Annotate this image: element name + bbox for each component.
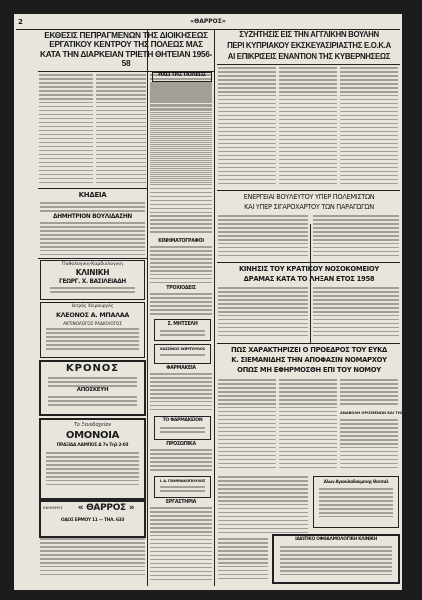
clinic-ad-line: Παθολογικη-Καρδιολογικη xyxy=(62,262,123,267)
column-rule-3 xyxy=(310,224,311,344)
column-rule-1 xyxy=(147,30,148,586)
rule xyxy=(217,343,400,344)
clinic-ad-text xyxy=(50,287,135,295)
doctor-ad-name: ΚΛΕΟΝΟΣ Α. ΜΠΑΛΑΑ xyxy=(55,311,130,319)
mid-text xyxy=(150,373,212,413)
mid-text xyxy=(150,449,212,473)
mid-prossoma: ΠΡΟΣΩΠΙΚΑ xyxy=(166,442,196,447)
article-text xyxy=(96,74,146,186)
omonia-ad-text xyxy=(46,452,139,494)
right-fourth-text xyxy=(279,379,337,471)
right-mid-headline-1: ΕΝΕΡΓΕΙΑΙ ΒΟΥΛΕΥΤΟΥ ΥΠΕΡ ΠΟΛΕΜΙΣΤΩΝ xyxy=(243,193,375,201)
mid-box-2-title: ΚΑΣΣΙΝΟΣ ΧΩΡΙΤΟΥΛΟΣ xyxy=(160,346,205,351)
mid-section-title: ΗΧΩ ΤΗΣ ΠΟΛΕΩΣ xyxy=(158,72,206,78)
mid-box-1-title: Σ. ΜΗΤΣΕΛΗ xyxy=(167,322,198,327)
mid-article-text xyxy=(150,84,212,238)
right-third-text xyxy=(218,287,308,339)
right-headline-1: ΣΥΖΗΤΗΣΙΣ ΕΙΣ ΤΗΝ ΑΓΓΛΙΚΗΝ ΒΟΥΛΗΝ xyxy=(239,30,379,39)
kronos-ad-sub: ΑΠΟΣΚΕΥΗ xyxy=(76,387,109,393)
right-ad-title: Αλων Αγιοκλαιδανμενης Θεσσαλ xyxy=(323,479,389,484)
right-fourth-text xyxy=(340,419,398,471)
rule xyxy=(217,190,400,191)
mid-box-3-title: ΤΟ ΦΑΡΜΑΚΕΙΟΝ xyxy=(162,418,203,423)
article-text xyxy=(39,74,93,186)
mid-trogiumenos: ΤΡΟΧΙΟΔΕΙΣ xyxy=(166,286,196,291)
omonia-ad-title: ΟΜΟΝΟΙΑ xyxy=(65,430,120,441)
mid-box-4-title: Ι. Δ. ΓΙΑΜΜΑΚΟΠΟΥΛΟΣ xyxy=(159,478,206,483)
omonia-ad-pre: Το Ξενοδοχείον xyxy=(73,423,112,428)
eye-clinic-title: ΙΔΙΩΤΙΚΟ ΟΦΘΑΛΜΟΛΟΓΙΚΗ ΚΛΙΝΙΚΗ xyxy=(295,537,377,542)
right-mid-text xyxy=(218,215,308,259)
clinic-ad-title: ΚΛΙΝΙΚΗ xyxy=(75,268,110,277)
kronos-ad-text xyxy=(48,377,137,387)
right-lower-text xyxy=(218,476,308,536)
right-fourth-headline-1: ΠΩΣ ΧΑΡΑΚΤΗΡΙΖΕΙ Ο ΠΡΟΕΔΡΟΣ ΤΟΥ ΕΥΚΔ xyxy=(230,346,388,354)
rule xyxy=(217,64,400,65)
right-fourth-text xyxy=(340,379,398,409)
right-sub-headline: ΑΝΑΒΟΛΗ ΟΡΙΣΜΕΝΩΝ ΚΑΙ ΤΗΣ ΕΚΤΑΣΙΝ xyxy=(340,411,422,415)
newspaper-page xyxy=(14,14,422,590)
kronos-ad-title: ΚΡΟΝΟΣ xyxy=(65,363,120,374)
mid-box-text xyxy=(160,486,205,494)
rule xyxy=(217,262,400,263)
page-number: 2 xyxy=(18,18,23,26)
kideia-name: ΔΗΜΗΤΡΙΟΝ ΒΟΥΛΙΔΑΣΗΝ xyxy=(53,214,132,220)
eye-clinic-text xyxy=(280,546,392,578)
rule xyxy=(38,188,147,189)
right-article-text xyxy=(340,67,398,187)
mid-box-text xyxy=(160,354,205,360)
right-ad-text xyxy=(319,488,393,522)
notices-text xyxy=(40,538,145,584)
kideia-text xyxy=(40,202,145,214)
rule xyxy=(38,258,147,259)
right-lower-text xyxy=(218,538,268,584)
masthead: «ΘΑΡΡΟΣ» xyxy=(190,18,226,25)
column-rule-2 xyxy=(214,30,215,586)
right-fourth-text xyxy=(218,379,276,471)
tharros-ad-sub: ΟΔΟΣ ΕΡΜΟΥ 11 — ΤΗΛ. 633 xyxy=(60,518,125,523)
mid-text xyxy=(150,293,212,317)
left-headline: ΕΚΘΕΣΙΣ ΠΕΠΡΑΓΜΕΝΩΝ ΤΗΣ ΔΙΟΙΚΗΣΕΩΣ ΕΡΓΑΤΙΚΟΥ ΚΕΝΤΡΟΥ ΤΗΣ ΠΟΛΕΩΣ ΜΑΣ ΚΑΤΑ ΤΗΝ ΔΙΑΡΚΕΙΑΝ ΤΡΙΕΤΗ ΘΗΤΕΙΑΝ 1956-58 xyxy=(40,30,212,69)
right-third-headline-2: ΔΡΑΜΑΣ ΚΑΤΑ ΤΟ ΛΗΞΑΝ ΕΤΟΣ 1958 xyxy=(243,275,375,283)
kideia-text xyxy=(40,222,145,256)
doctor-ad-sub: ΑΚΤΙΝΟΛΟΓΟΣ ΡΑΔΙΟΛΟΓΟΣ xyxy=(63,321,122,326)
mid-box-text xyxy=(160,330,205,338)
mid-text xyxy=(150,246,212,286)
right-fourth-headline-2: Κ. ΣΙΕΜΑΝΙΔΗΣ ΤΗΝ ΑΠΟΦΑΣΙΝ ΝΟΜΑΡΧΟΥ xyxy=(231,356,387,364)
right-article-text xyxy=(218,67,276,187)
kronos-ad-text xyxy=(48,396,137,410)
right-headline-2: ΠΕΡΙ ΚΥΠΡΙΑΚΟΥ ΕΚΣΚΕΥΑΣΙΡΙΑΣΤΗΣ Ε.Ο.Κ.Α xyxy=(227,41,391,50)
mid-ergasia: ΕΡΓΑΣΤΗΡΙΑ xyxy=(165,500,197,505)
right-mid-text xyxy=(313,215,399,259)
kideia-title: ΚΗΔΕΙΑ xyxy=(78,191,107,199)
right-third-headline-1: ΚΙΝΗΣΙΣ ΤΟΥ ΚΡΑΤΙΚΟΥ ΝΟΣΟΚΟΜΕΙΟΥ xyxy=(238,265,380,273)
clinic-ad-name: ΓΕΩΡΓ. Χ. ΒΑΣΙΛΕΙΑΔΗ xyxy=(59,279,126,285)
mid-kinimatografoi: ΚΙΝΗΜΑΤΟΓΡΑΦΟΙ xyxy=(158,239,204,244)
omonia-ad-sub: ΠΡΑΞΙΑΔ ΛΑΜΠΟΣ Δ 7ν Τηλ 2-03 xyxy=(56,443,129,448)
mid-box-text xyxy=(160,427,205,436)
mid-farmakeia: ΦΑΡΜΑΚΕΙΑ xyxy=(166,366,196,371)
right-fourth-headline-3: ΟΠΩΣ ΜΗ ΕΦΗΡΜΟΣΘΗ ΕΠΙ ΤΟΥ ΝΟΜΟΥ xyxy=(237,366,381,374)
right-mid-headline-2: ΚΑΙ ΥΠΕΡ ΣΙΓΑΡΟΧΑΡΤΟΥ ΤΩΝ ΠΑΡΑΓΩΓΩΝ xyxy=(244,203,374,211)
doctor-ad-text xyxy=(46,328,139,354)
right-headline-3: ΑΙ ΕΠΙΚΡΙΣΕΙΣ ΕΝΑΝΤΙΟΝ ΤΗΣ ΚΥΒΕΡΝΗΣΕΩΣ xyxy=(227,52,391,61)
doctor-ad-line: Ιατρός Χειρουργός xyxy=(71,304,114,309)
tharros-ad-title: « ΘΑΡΡΟΣ » xyxy=(77,503,135,513)
right-article-text xyxy=(279,67,337,187)
mid-text xyxy=(150,507,212,585)
tharros-ad-pre: ΕΦΗΜΕΡΙΣ xyxy=(43,505,63,510)
right-third-text xyxy=(313,287,399,339)
